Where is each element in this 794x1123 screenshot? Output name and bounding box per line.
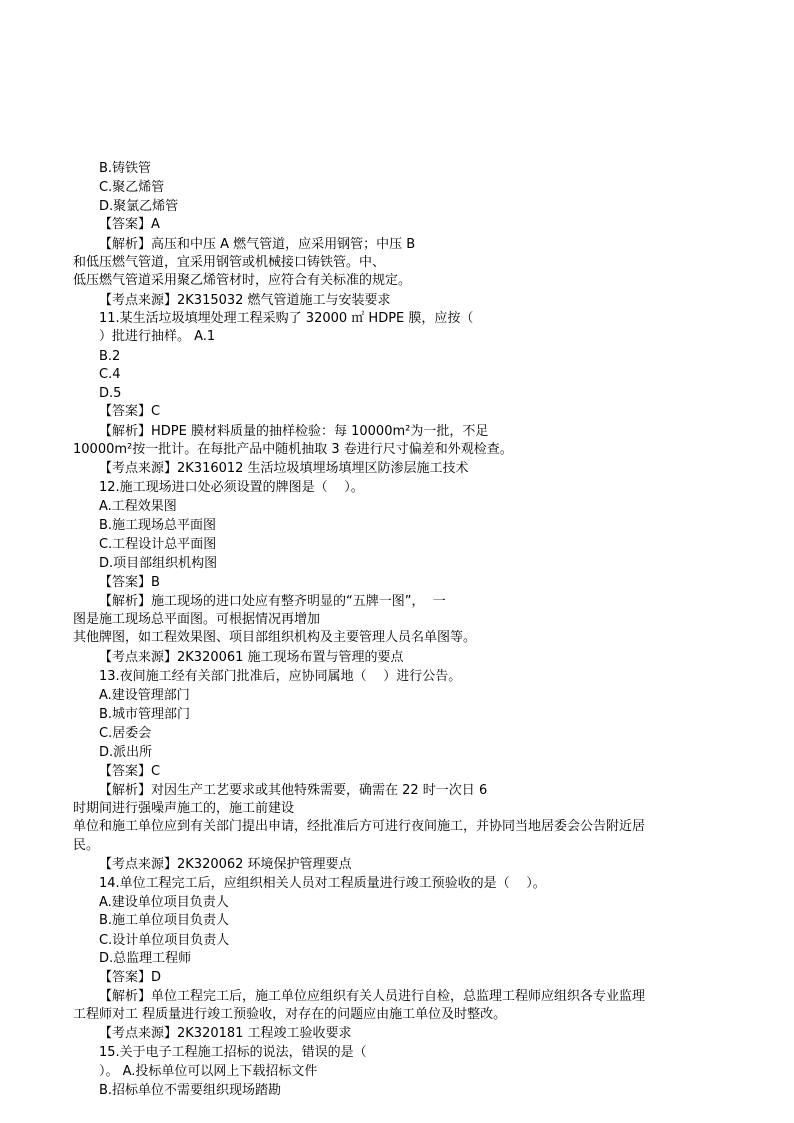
text-line: C.居委会 — [99, 726, 152, 741]
text-line: 【考点来源】2K315032 燃气管道施工与安装要求 — [99, 293, 391, 308]
text-line: 【解析】HDPE 膜材料质量的抽样检验：每 10000m²为一批，不足 — [99, 424, 489, 439]
text-line: 【考点来源】2K320181 工程竣工验收要求 — [99, 1026, 352, 1041]
text-line: 15.关于电子工程施工招标的说法，错误的是（ — [99, 1045, 367, 1060]
text-line: D.派出所 — [99, 745, 153, 760]
text-line: 【考点来源】2K320062 环境保护管理要点 — [99, 857, 352, 872]
text-line: B.铸铁管 — [99, 161, 152, 176]
text-line: 【答案】C — [99, 404, 161, 419]
text-line: 其他牌图，如工程效果图、项目部组织机构及主要管理人员名单图等。 — [73, 630, 477, 645]
text-line: 民。 — [73, 838, 100, 853]
text-line: 10000m²按一批计。在每批产品中随机抽取 3 卷进行尺寸偏差和外观检查。 — [73, 442, 513, 457]
text-line: 【答案】D — [99, 970, 162, 985]
text-line: C.聚乙烯管 — [99, 180, 165, 195]
text-line: C.工程设计总平面图 — [99, 537, 217, 552]
text-line: 工程师对工 程质量进行竣工预验收，对存在的问题应由施工单位及时整改。 — [73, 1007, 507, 1022]
text-line: A.工程效果图 — [99, 499, 177, 514]
text-line: 14.单位工程完工后，应组织相关人员对工程质量进行竣工预验收的是（ ）。 — [99, 876, 546, 891]
text-line: 【答案】A — [99, 217, 160, 232]
text-line: A.建设单位项目负责人 — [99, 895, 229, 910]
text-line: B.2 — [99, 349, 121, 364]
text-line: ）批进行抽样。 A.1 — [99, 329, 216, 344]
text-line: 【解析】施工现场的进口处应有整齐明显的“五牌一图”， 一 — [99, 594, 446, 609]
text-line: D.总监理工程师 — [99, 951, 192, 966]
text-line: D.5 — [99, 386, 122, 401]
text-line: B.招标单位不需要组织现场踏勘 — [99, 1083, 282, 1098]
text-line: B.施工单位项目负责人 — [99, 913, 230, 928]
text-line: 【解析】高压和中压 A 燃气管道，应采用钢管；中压 B — [99, 237, 416, 252]
text-line: 【考点来源】2K320061 施工现场布置与管理的要点 — [99, 650, 404, 665]
text-line: 【解析】对因生产工艺要求或其他特殊需要，确需在 22 时一次日 6 — [99, 783, 488, 798]
text-line: C.4 — [99, 367, 121, 382]
text-line: 12.施工现场进口处必须设置的牌图是（ ）。 — [99, 480, 364, 495]
text-line: 低压燃气管道采用聚乙烯管材时，应符合有关标准的规定。 — [73, 273, 412, 288]
text-line: 【答案】B — [99, 575, 160, 590]
text-line: C.设计单位项目负责人 — [99, 933, 230, 948]
text-line: B.施工现场总平面图 — [99, 518, 217, 533]
text-line: D.项目部组织机构图 — [99, 556, 218, 571]
text-line: 11.某生活垃圾填埋处理工程采购了 32000 ㎡ HDPE 膜，应按（ — [99, 311, 474, 326]
text-line: ）。 A.投标单位可以网上下载招标文件 — [99, 1064, 318, 1079]
text-line: 【解析】单位工程完工后，施工单位应组织有关人员进行自检，总监理工程师应组织各专业监理 — [99, 989, 646, 1004]
text-line: B.城市管理部门 — [99, 707, 191, 722]
text-line: 13.夜间施工经有关部门批准后，应协同属地（ ）进行公告。 — [99, 669, 462, 684]
text-line: 图是施工现场总平面图。可根据情况再增加 — [73, 612, 321, 627]
text-line: A.建设管理部门 — [99, 688, 190, 703]
text-line: 【答案】C — [99, 764, 161, 779]
text-line: 【考点来源】2K316012 生活垃圾填埋场填埋区防渗层施工技术 — [99, 461, 469, 476]
text-line: 和低压燃气管道，宜采用钢管或机械接口铸铁管。中、 — [73, 255, 386, 270]
text-line: 单位和施工单位应到有关部门提出申请，经批准后方可进行夜间施工，并协同当地居委会公告附近居 — [73, 819, 646, 834]
text-line: D.聚氯乙烯管 — [99, 199, 179, 214]
text-line: 时期间进行强噪声施工的，施工前建设 — [73, 801, 295, 816]
